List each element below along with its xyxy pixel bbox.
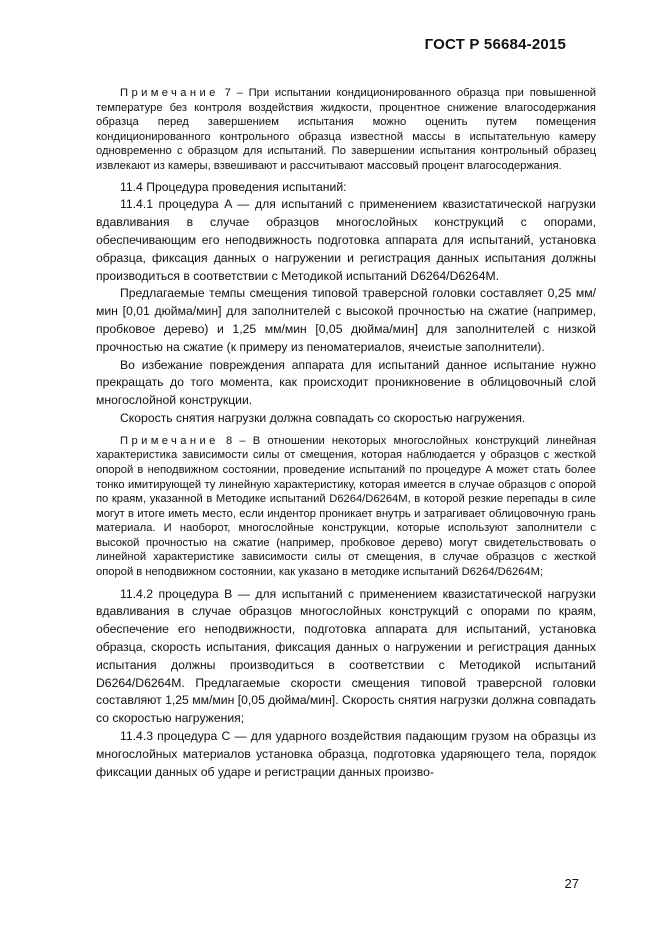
- paragraph-avoid-damage: Во избежание повреждения аппарата для испытаний данное испытание нужно прекращать до того момента, как происходит проникновение в облицовочный слой многослойной конструкции.: [96, 357, 596, 408]
- paragraph-11-4-3: 11.4.3 процедура C — для ударного воздействия падающим грузом на образцы из многослойных материалов установка образца, подготовка ударяющего тела, порядок фиксации данных об ударе и регистрации данных произво-: [96, 729, 596, 779]
- paragraph-11-4-2: 11.4.2 процедура B — для испытаний с применением квазистатической нагрузки вдавливания в случае образцов многослойных конструкций с опорами по краям, обеспечение его неподвижности, подготовка аппарата для испытаний, установка образца, скорость испытания, фиксация данных о нагружении и регистрация данных испытания должны производиться в соответствии с Методикой испытаний D6264/D6264M. Предлагаемые скорости смещения типовой траверсной головки составляют 1,25 мм/мин [0,05 дюйма/мин]. Скорость снятия нагрузки должна совпадать со скоростью нагружения;: [96, 586, 596, 726]
- section-11-4-heading: 11.4 Процедура проведения испытаний:: [120, 179, 347, 194]
- page-content: [96, 86, 596, 781]
- note-text: 8 – В отношении некоторых многослойных конструкций линейная характеристика зависимости силы от смещения, которая наблюдается у образцов с жесткой опорой в неподвижном состоянии, проведение испытаний по процедуре A может стать более тонко имитирующей ту линейную характеристику, которая имеется в случае образцов с опорой по краям, указанной в Методике испытаний D6264/D6264M, в которой резкие перепады в силе могут в итоге иметь место, если индентор проникает внутрь и затрагивает облицовочную грань материала. И наоборот, многослойные конструкции, которые используют заполнители с высокой прочностью на сжатие (например, пробковое дерево) могут свидетельствовать о линейной характеристике зависимости силы от смещения, в случае образцов с жесткой опорой в неподвижном состоянии, как указано в методике испытаний D6264/D6264M;: [96, 434, 596, 579]
- note-label: Примечание: [120, 87, 219, 99]
- paragraph-11-4-1: 11.4.1 процедура A — для испытаний с применением квазистатической нагрузки вдавливания в случае образцов многослойных конструкций с опорами, обеспечивающим его неподвижность подготовка аппарата для испытаний, установка образца, фиксация данных о нагружении и регистрация данных испытания должны производиться в соответствии с Методикой испытаний D6264/D6264M.: [96, 197, 596, 283]
- paragraph-displacement-rates: Предлагаемые темпы смещения типовой траверсной головки составляет 0,25 мм/мин [0,01 дюйма/мин] для заполнителей с высокой прочностью на сжатие (например, пробковое дерево) и 1,25 мм/мин [0,05 дюйма/мин] для заполнителей с низкой прочностью на сжатие (к примеру из пеноматериалов, ячеистые заполнители).: [96, 286, 596, 354]
- document-standard-header: ГОСТ Р 56684-2015: [424, 36, 566, 53]
- paragraph-unloading-rate: Скорость снятия нагрузки должна совпадать со скоростью нагружения.: [120, 410, 526, 425]
- note-7: [96, 86, 596, 174]
- note-label: Примечание: [120, 434, 219, 447]
- page-number: 27: [564, 876, 579, 891]
- note-text: 7 – При испытании кондиционированного образца при повышенной температуре без контроля воздействия жидкости, процентное снижение влагосодержания образца перед завершением испытания можно оценить путем помещения кондиционированного контрольного образца известной массы в испытательную камеру одновременно с образцом для испытаний. По завершении испытания контрольный образец извлекают из камеры, взвешивают и рассчитывают массовый процент влагосодержания.: [96, 87, 597, 172]
- note-8: [96, 434, 596, 580]
